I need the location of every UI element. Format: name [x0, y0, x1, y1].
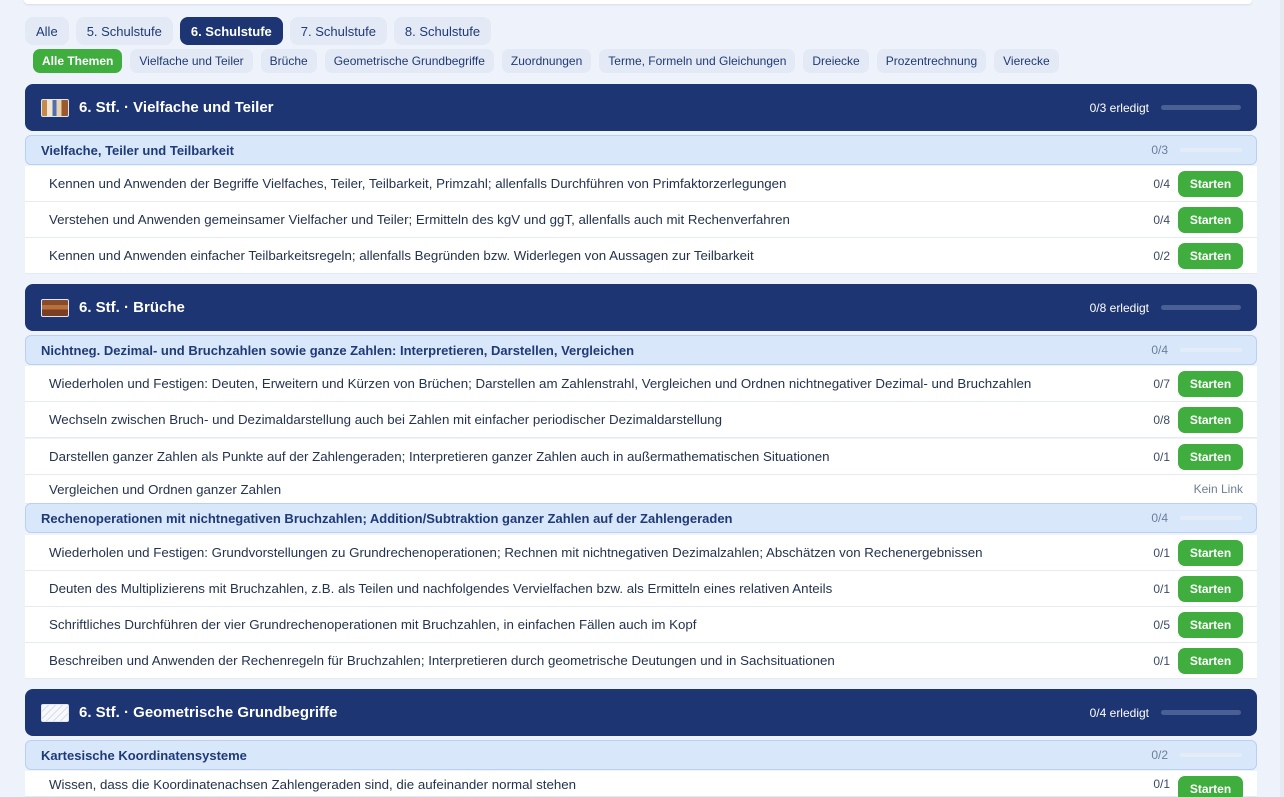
- tab-7-schulstufe[interactable]: 7. Schulstufe: [290, 17, 387, 45]
- subsection-count: 0/4: [1151, 511, 1168, 525]
- subsection-count: 0/3: [1151, 143, 1168, 157]
- topic-geometrische-grundbegriffe[interactable]: Geometrische Grundbegriffe: [325, 49, 494, 73]
- start-button[interactable]: Starten: [1178, 540, 1243, 566]
- section-header-brueche[interactable]: [25, 284, 1257, 331]
- list-item: [25, 607, 1257, 643]
- section-progress-text: 0/4 erledigt: [1089, 705, 1149, 720]
- subsection-header[interactable]: [25, 135, 1257, 165]
- item-text: Vergleichen und Ordnen ganzer Zahlen: [49, 481, 282, 497]
- subsection-progress: [1151, 143, 1242, 157]
- topic-vierecke[interactable]: Vierecke: [994, 49, 1058, 73]
- topic-vielfache-und-teiler[interactable]: Vielfache und Teiler: [130, 49, 252, 73]
- item-count: 0/1: [1153, 653, 1170, 668]
- section-header-vielfache-und-teiler[interactable]: [25, 84, 1257, 131]
- list-item: [25, 202, 1257, 238]
- item-count: 0/8: [1153, 412, 1170, 427]
- list-item: [25, 571, 1257, 607]
- topic-filters: [33, 49, 1059, 73]
- start-button[interactable]: Starten: [1178, 243, 1243, 269]
- item-count: 0/7: [1153, 376, 1170, 391]
- tab-8-schulstufe[interactable]: 8. Schulstufe: [394, 17, 491, 45]
- subsection-progress: [1151, 748, 1242, 762]
- section-progress-text: 0/3 erledigt: [1089, 100, 1149, 115]
- subsection-header[interactable]: [25, 740, 1257, 770]
- topic-prozentrechnung[interactable]: Prozentrechnung: [877, 49, 986, 73]
- subsection-progress-bar: [1180, 753, 1242, 757]
- section-header-geometrische-grundbegriffe[interactable]: [25, 689, 1257, 736]
- section-progress-bar: [1161, 305, 1241, 310]
- list-item: [25, 439, 1257, 475]
- item-text: Darstellen ganzer Zahlen als Punkte auf der Zahlengeraden; Interpretieren ganzer Zahlen auch in außermathematischen Situationen: [49, 449, 830, 464]
- list-item: [25, 238, 1257, 274]
- topic-brueche[interactable]: Brüche: [261, 49, 317, 73]
- item-text: Kennen und Anwenden einfacher Teilbarkeitsregeln; allenfalls Begründen bzw. Widerlegen von Aussagen zur Teilbarkeit: [49, 248, 754, 263]
- item-count: 0/1: [1153, 777, 1170, 791]
- start-button[interactable]: Starten: [1178, 612, 1243, 638]
- section-progress-bar: [1161, 710, 1241, 715]
- grade-tabs: [25, 17, 491, 45]
- subsection-progress-bar: [1180, 148, 1242, 152]
- item-count: 0/1: [1153, 581, 1170, 596]
- item-text: Schriftliches Durchführen der vier Grundrechenoperationen mit Bruchzahlen, in einfachen Fällen auch im Kopf: [49, 617, 697, 632]
- section-thumbnail-image: [41, 704, 69, 722]
- item-text: Deuten des Multiplizierens mit Bruchzahlen, z.B. als Teilen und nachfolgendes Vervielfachen bzw. als Ermitteln eines relativen Anteils: [49, 581, 833, 596]
- subsection-count: 0/2: [1151, 748, 1168, 762]
- list-item: [25, 771, 1257, 797]
- section-title: 6. Stf. · Geometrische Grundbegriffe: [79, 704, 338, 721]
- subsection-header[interactable]: [25, 335, 1257, 365]
- item-text: Wiederholen und Festigen: Grundvorstellungen zu Grundrechenoperationen; Rechnen mit nichtnegativen Dezimalzahlen; Abschätzen von Rechenergebnissen: [49, 545, 983, 560]
- start-button[interactable]: Starten: [1178, 648, 1243, 674]
- section-progress: [1090, 301, 1241, 315]
- section-title: 6. Stf. · Vielfache und Teiler: [79, 99, 274, 116]
- item-count: 0/5: [1153, 617, 1170, 632]
- item-count: 0/4: [1153, 212, 1170, 227]
- section-progress: [1090, 706, 1241, 720]
- section-thumbnail-image: [41, 299, 69, 317]
- subsection-header[interactable]: [25, 503, 1257, 533]
- no-link-label: Kein Link: [1193, 482, 1243, 496]
- subsection-count: 0/4: [1151, 343, 1168, 357]
- topic-zuordnungen[interactable]: Zuordnungen: [502, 49, 591, 73]
- previous-panel-edge: [24, 0, 1252, 4]
- subsection-progress: [1151, 511, 1242, 525]
- section-title: 6. Stf. · Brüche: [79, 299, 185, 316]
- topic-dreiecke[interactable]: Dreiecke: [803, 49, 868, 73]
- tab-alle[interactable]: Alle: [25, 17, 69, 45]
- start-button[interactable]: Starten: [1178, 207, 1243, 233]
- item-text: Kennen und Anwenden der Begriffe Vielfaches, Teiler, Teilbarkeit, Primzahl; allenfalls Durchführen von Primfaktorzerlegungen: [49, 176, 787, 191]
- list-item: [25, 535, 1257, 571]
- start-button[interactable]: Starten: [1178, 371, 1243, 397]
- start-button[interactable]: Starten: [1178, 576, 1243, 602]
- start-button[interactable]: Starten: [1178, 407, 1243, 433]
- subsection-progress: [1151, 343, 1242, 357]
- subsection-title: Vielfache, Teiler und Teilbarkeit: [41, 142, 234, 158]
- item-text: Wissen, dass die Koordinatenachsen Zahlengeraden sind, die aufeinander normal stehen: [49, 777, 577, 792]
- section-progress-bar: [1161, 105, 1241, 110]
- item-count: 0/4: [1153, 176, 1170, 191]
- subsection-title: Kartesische Koordinatensysteme: [41, 747, 247, 763]
- topic-terme-formeln-gleichungen[interactable]: Terme, Formeln und Gleichungen: [599, 49, 795, 73]
- list-item: [25, 366, 1257, 402]
- subsection-progress-bar: [1180, 516, 1242, 520]
- item-text: Wiederholen und Festigen: Deuten, Erweitern und Kürzen von Brüchen; Darstellen am Zahlenstrahl, Vergleichen und Ordnen nichtnegativer Dezimal- und Bruchzahlen: [49, 376, 1032, 391]
- item-count: 0/1: [1153, 449, 1170, 464]
- subsection-title: Rechenoperationen mit nichtnegativen Bruchzahlen; Addition/Subtraktion ganzer Zahlen auf der Zahlengeraden: [41, 510, 733, 526]
- start-button[interactable]: Starten: [1178, 444, 1243, 470]
- subsection-progress-bar: [1180, 348, 1242, 352]
- start-button[interactable]: Starten: [1178, 171, 1243, 197]
- section-thumbnail-image: [41, 99, 69, 117]
- tab-6-schulstufe[interactable]: 6. Schulstufe: [180, 17, 283, 45]
- item-count: 0/2: [1153, 248, 1170, 263]
- item-text: Wechseln zwischen Bruch- und Dezimaldarstellung auch bei Zahlen mit einfacher periodischer Dezimaldarstellung: [49, 412, 723, 427]
- list-item: [25, 475, 1257, 504]
- page-scrollbar[interactable]: [1280, 0, 1284, 797]
- subsection-title: Nichtneg. Dezimal- und Bruchzahlen sowie ganze Zahlen: Interpretieren, Darstellen, Vergleichen: [41, 342, 635, 358]
- item-count: 0/1: [1153, 545, 1170, 560]
- tab-5-schulstufe[interactable]: 5. Schulstufe: [76, 17, 173, 45]
- item-text: Beschreiben und Anwenden der Rechenregeln für Bruchzahlen; Interpretieren durch geometrische Deutungen und in Sachsituationen: [49, 653, 835, 668]
- topic-alle-themen[interactable]: Alle Themen: [33, 49, 122, 73]
- section-progress: [1090, 101, 1241, 115]
- section-progress-text: 0/8 erledigt: [1089, 300, 1149, 315]
- start-button[interactable]: Starten: [1178, 776, 1243, 797]
- item-text: Verstehen und Anwenden gemeinsamer Vielfacher und Teiler; Ermitteln des kgV und ggT, allenfalls auch mit Rechenverfahren: [49, 212, 790, 227]
- list-item: [25, 643, 1257, 679]
- list-item: [25, 402, 1257, 438]
- list-item: [25, 166, 1257, 202]
